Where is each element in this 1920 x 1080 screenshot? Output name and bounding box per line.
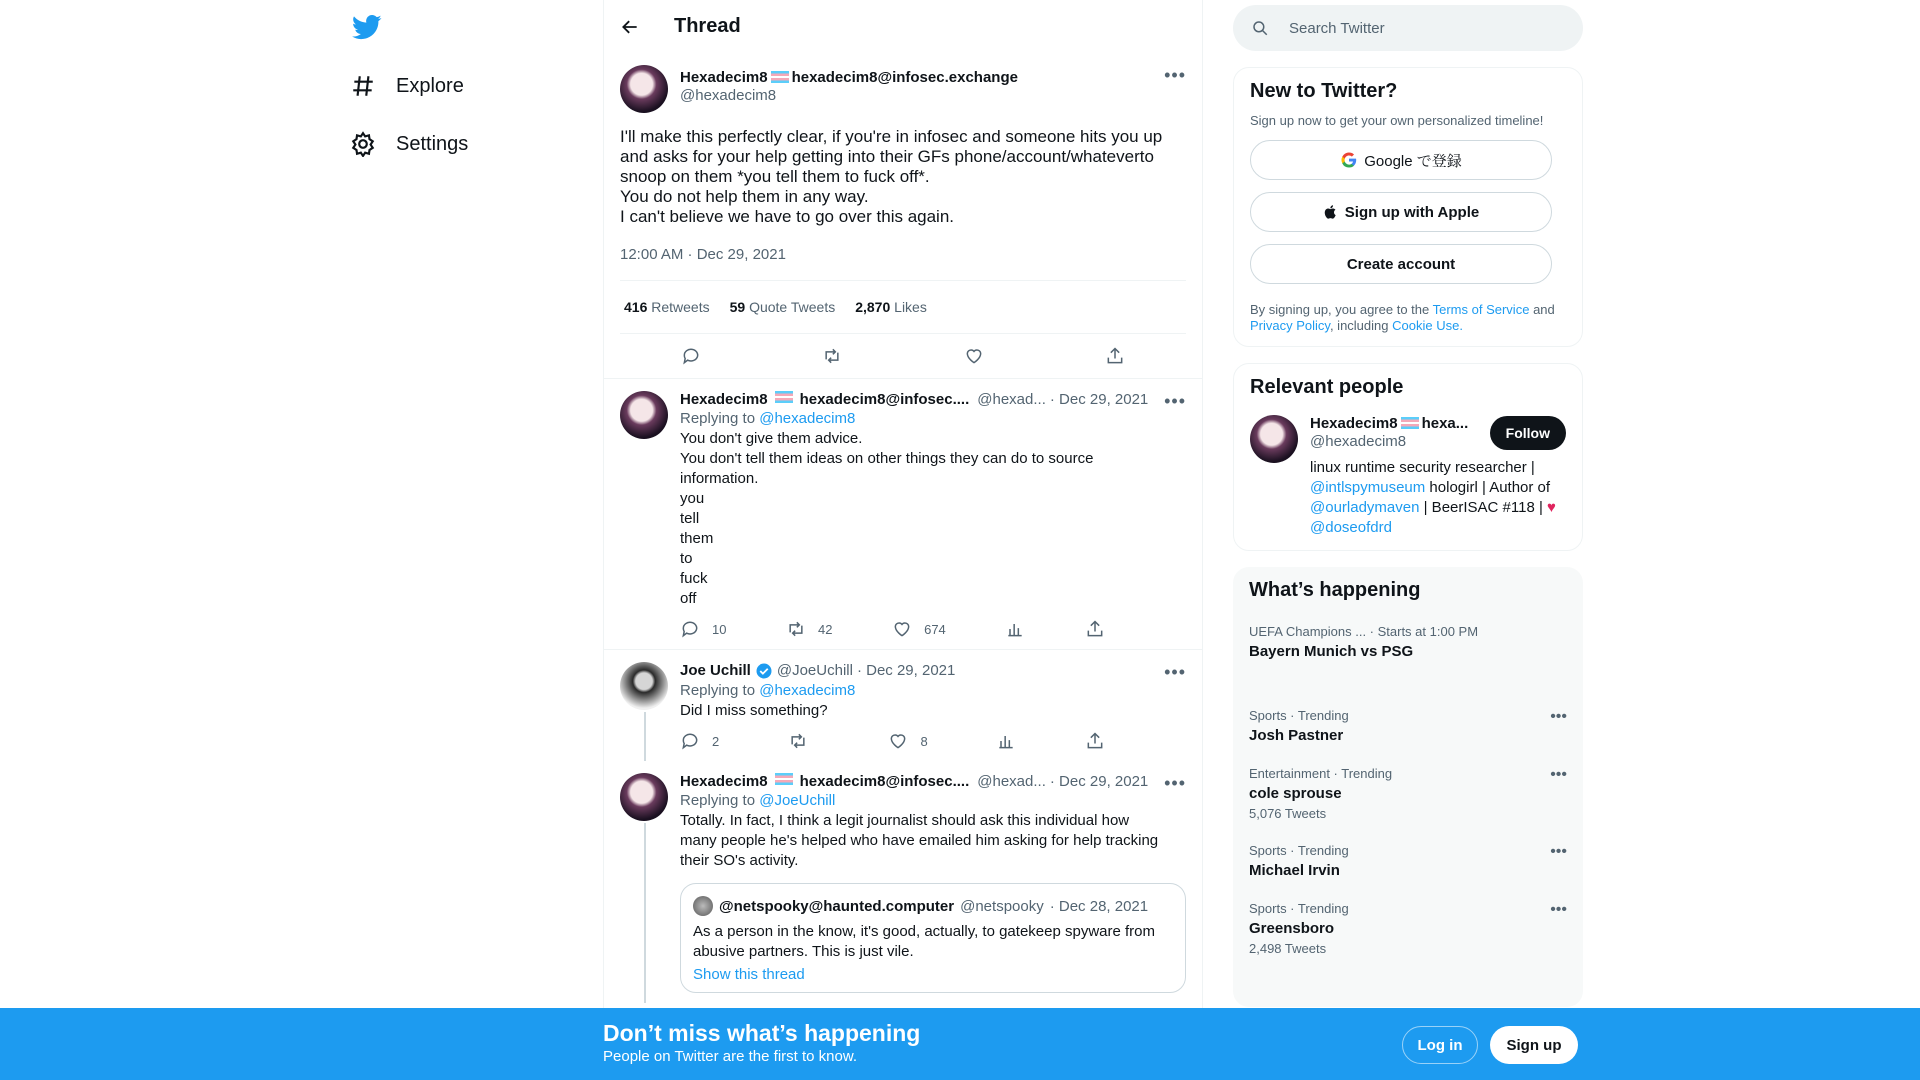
replying-to-prefix: Replying to — [680, 792, 756, 809]
right-sidebar — [1233, 0, 1583, 1007]
trend-meta: Sports · Trending — [1249, 843, 1349, 858]
trend-count: 5,076 Tweets — [1249, 806, 1327, 821]
author-name[interactable]: Hexadecim8 — [680, 773, 768, 790]
like-count-value: 2,870 — [855, 299, 891, 315]
trend-meta: UEFA Champions ... · Starts at 1:00 PM — [1249, 624, 1479, 639]
bio-mention-link[interactable]: @doseofdrd — [1310, 519, 1392, 536]
main-tweet — [604, 53, 1202, 379]
trend-item[interactable] — [1249, 624, 1567, 660]
search-icon — [1251, 19, 1269, 37]
relevant-person[interactable] — [1250, 415, 1566, 538]
reply-button[interactable] — [680, 731, 719, 751]
like-icon[interactable] — [964, 346, 984, 366]
google-signup-button[interactable] — [1250, 140, 1552, 180]
cookie-link[interactable]: Cookie Use. — [1392, 318, 1463, 333]
trans-flag-icon — [775, 773, 793, 785]
reply-tweet[interactable] — [604, 650, 1202, 761]
share-icon — [1085, 731, 1105, 751]
analytics-button[interactable] — [996, 731, 1016, 751]
quoted-tweet-text: As a person in the know, it's good, actually, to gatekeep spyware from abusive partners. This is just vile. — [693, 923, 1156, 960]
terms-and: and — [1533, 302, 1555, 317]
like-count: 674 — [924, 621, 946, 637]
nav-explore[interactable] — [350, 73, 464, 99]
terms-link[interactable]: Terms of Service — [1432, 302, 1530, 317]
apple-signup-button[interactable] — [1250, 192, 1552, 232]
tweet-actions — [680, 619, 1105, 639]
like-icon — [888, 731, 908, 751]
trans-flag-icon — [775, 391, 793, 403]
retweet-count-value: 416 — [624, 299, 648, 315]
bio-text: linux runtime security researcher | — [1310, 459, 1535, 476]
reply-button[interactable] — [680, 619, 726, 639]
search-input[interactable]: Search Twitter — [1289, 19, 1385, 37]
tweet-actions — [680, 731, 1105, 751]
person-bio — [1310, 458, 1566, 538]
reply-count: 2 — [712, 733, 720, 749]
avatar[interactable] — [1250, 415, 1298, 463]
avatar[interactable] — [620, 773, 668, 821]
relevant-people-card — [1233, 363, 1583, 551]
tweet-text: Did I miss something? — [680, 702, 828, 719]
thread-connector — [644, 712, 646, 761]
reply-icon[interactable] — [681, 346, 701, 366]
reply-header — [680, 773, 1186, 793]
trend-item[interactable] — [1249, 901, 1567, 956]
author-name-suffix[interactable]: hexadecim8@infosec.... — [799, 391, 970, 408]
reply-icon — [680, 619, 700, 639]
more-options-icon[interactable]: ••• — [1164, 662, 1186, 682]
share-icon[interactable] — [1105, 346, 1125, 366]
avatar — [693, 896, 713, 916]
tweet-text: You don't give them advice. You don't tell them ideas on other things they can do to source information. you tell them to fuck off — [680, 430, 1094, 607]
trend-name: Michael Irvin — [1249, 862, 1340, 879]
share-button[interactable] — [1085, 731, 1105, 751]
page-title: Thread — [674, 15, 741, 37]
create-account-label: Create account — [1346, 255, 1456, 273]
search-box[interactable] — [1233, 5, 1583, 51]
author-name-suffix[interactable]: hexadecim8@infosec.... — [799, 773, 970, 790]
replying-to — [680, 792, 1186, 809]
replying-to — [680, 682, 1186, 699]
quoted-tweet-header — [693, 896, 1173, 916]
trend-item[interactable] — [1249, 843, 1567, 879]
more-options-icon[interactable]: ••• — [1164, 65, 1186, 85]
more-options-icon[interactable]: ••• — [1164, 391, 1186, 411]
tweet-text: Totally. In fact, I think a legit journalist should ask this individual how many people he's helped who have emailed him asking for help tracking their SO's activity. — [680, 812, 1159, 869]
like-count-label: Likes — [894, 299, 927, 315]
trend-name: Bayern Munich vs PSG — [1249, 643, 1414, 660]
twitter-logo-icon[interactable] — [352, 12, 382, 42]
analytics-icon — [1005, 619, 1025, 639]
more-options-icon[interactable]: ••• — [1550, 901, 1567, 918]
banner-title: Don’t miss what’s happening — [603, 1020, 921, 1046]
terms-text — [1250, 302, 1566, 334]
terms-prefix: By signing up, you agree to the — [1250, 302, 1430, 317]
retweet-icon — [788, 731, 808, 751]
nav-settings[interactable] — [350, 131, 468, 157]
trans-flag-icon — [771, 71, 789, 83]
author-name[interactable]: Hexadecim8 — [680, 391, 768, 408]
avatar[interactable] — [620, 391, 668, 439]
bio-text: | BeerISAC #118 | — [1419, 499, 1543, 516]
google-signup-label: Google で登録 — [1364, 152, 1462, 170]
author-name[interactable]: Joe Uchill — [680, 662, 751, 679]
replying-to-link[interactable]: @hexadecim8 — [759, 410, 856, 427]
banner-subtitle: People on Twitter are the first to know. — [603, 1048, 858, 1065]
author-handle[interactable]: @hexadecim8 — [680, 87, 777, 104]
retweet-count-label: Retweets — [651, 299, 710, 315]
tweet-actions — [604, 334, 1202, 379]
person-handle[interactable]: @hexadecim8 — [1310, 433, 1407, 450]
nav-explore-label: Explore — [396, 74, 464, 97]
retweet-button[interactable] — [786, 619, 832, 639]
avatar[interactable] — [620, 65, 668, 113]
verified-badge-icon — [755, 662, 773, 680]
reply-tweet[interactable] — [604, 379, 1202, 650]
apple-signup-label: Sign up with Apple — [1344, 203, 1480, 221]
google-icon — [1340, 151, 1358, 169]
quoted-author-handle: @netspooky — [960, 897, 1044, 915]
gear-icon — [350, 131, 376, 157]
like-count[interactable] — [855, 299, 927, 315]
card-title: New to Twitter? — [1250, 80, 1398, 102]
replying-to-link[interactable]: @hexadecim8 — [759, 682, 856, 699]
share-button[interactable] — [1085, 619, 1105, 639]
avatar[interactable] — [620, 662, 668, 710]
tweet-date[interactable]: · Dec 29, 2021 — [1049, 773, 1149, 790]
trend-item[interactable] — [1249, 766, 1567, 821]
reply-header — [680, 662, 1186, 680]
more-options-icon[interactable]: ••• — [1550, 766, 1567, 783]
nav-settings-label: Settings — [396, 132, 469, 155]
trend-count: 2,498 Tweets — [1249, 941, 1327, 956]
follow-button[interactable]: Follow — [1490, 416, 1566, 450]
retweet-count: 42 — [818, 621, 833, 637]
tweet-date[interactable]: · Dec 29, 2021 — [856, 662, 956, 679]
bio-text: hologirl | Author of — [1425, 479, 1551, 496]
share-icon — [1085, 619, 1105, 639]
tweet-text: I'll make this perfectly clear, if you're in infosec and someone hits you up and asks for your help getting into their GFs phone/account/whateverto snoop on them *you tell them to fuck off*. You do not help them in any way. I can't believe we have to go over this again. — [620, 127, 1163, 226]
whats-happening-card — [1233, 567, 1583, 1007]
reply-icon — [680, 731, 700, 751]
more-options-icon[interactable]: ••• — [1550, 708, 1567, 725]
analytics-icon — [996, 731, 1016, 751]
tweet-date[interactable]: · Dec 29, 2021 — [1049, 391, 1149, 408]
privacy-link[interactable]: Privacy Policy — [1250, 318, 1330, 333]
tweet-stats — [620, 281, 1186, 334]
card-title: Relevant people — [1250, 376, 1404, 398]
trend-meta: Entertainment · Trending — [1249, 766, 1393, 781]
login-button[interactable]: Log in — [1402, 1026, 1478, 1064]
main-tweet-header — [620, 65, 1186, 113]
back-arrow-icon[interactable] — [620, 17, 640, 37]
reply-tweet[interactable] — [604, 761, 1202, 1003]
quote-count-label: Quote Tweets — [749, 299, 836, 315]
bio-mention-link[interactable]: @ourladymaven — [1310, 499, 1420, 516]
quote-count[interactable] — [730, 299, 836, 315]
analytics-button[interactable] — [1005, 619, 1025, 639]
reply-header — [680, 391, 1186, 411]
create-account-button[interactable] — [1250, 244, 1552, 284]
more-options-icon[interactable]: ••• — [1164, 773, 1186, 793]
replying-to-prefix: Replying to — [680, 410, 756, 427]
new-to-twitter-card — [1233, 67, 1583, 347]
author-handle[interactable]: @hexad... — [977, 773, 1046, 790]
quote-count-value: 59 — [729, 299, 746, 315]
thread-connector — [644, 823, 646, 1003]
trend-item[interactable] — [1249, 708, 1567, 744]
replying-to-prefix: Replying to — [680, 682, 756, 699]
signup-button[interactable]: Sign up — [1490, 1026, 1578, 1064]
retweet-icon[interactable] — [822, 346, 842, 366]
quoted-author-name: @netspooky@haunted.computer — [719, 897, 955, 915]
author-handle[interactable]: @hexad... — [977, 391, 1046, 408]
author-name[interactable]: Hexadecim8 — [680, 69, 768, 86]
reply-count: 10 — [712, 621, 727, 637]
like-icon — [892, 619, 912, 639]
retweet-count[interactable] — [624, 299, 710, 315]
thread-header — [604, 0, 1202, 53]
trend-meta: Sports · Trending — [1249, 708, 1349, 723]
replying-to-link[interactable]: @JoeUchill — [759, 792, 836, 809]
trans-flag-icon — [1401, 417, 1419, 429]
trend-name: cole sprouse — [1249, 785, 1342, 802]
person-name-suffix[interactable]: hexa... — [1421, 415, 1469, 432]
like-button[interactable] — [892, 619, 946, 639]
show-thread-link[interactable]: Show this thread — [693, 966, 805, 983]
signup-banner — [0, 1008, 1920, 1080]
person-name[interactable]: Hexadecim8 — [1310, 415, 1398, 432]
tweet-timestamp[interactable]: 12:00 AM · Dec 29, 2021 — [620, 246, 1186, 281]
quoted-tweet-date: · Dec 28, 2021 — [1049, 897, 1149, 915]
like-count: 8 — [920, 733, 928, 749]
main-column — [603, 0, 1203, 1080]
heart-emoji-icon: ♥ — [1547, 499, 1556, 516]
replying-to — [680, 410, 1186, 427]
author-name-suffix[interactable]: hexadecim8@infosec.exchange — [791, 69, 1018, 86]
card-subtitle: Sign up now to get your own personalized timeline! — [1250, 113, 1544, 128]
bio-mention-link[interactable]: @intlspymuseum — [1310, 479, 1426, 496]
trend-name: Greensboro — [1249, 920, 1335, 937]
author-handle[interactable]: @JoeUchill — [776, 662, 853, 679]
more-options-icon[interactable]: ••• — [1550, 843, 1567, 860]
trend-meta: Sports · Trending — [1249, 901, 1349, 916]
terms-including: , including — [1329, 318, 1389, 333]
retweet-button[interactable] — [788, 731, 820, 751]
trend-name: Josh Pastner — [1249, 727, 1344, 744]
card-title: What’s happening — [1249, 579, 1421, 601]
quoted-tweet[interactable] — [680, 883, 1186, 993]
retweet-icon — [786, 619, 806, 639]
apple-icon — [1323, 203, 1339, 221]
like-button[interactable] — [888, 731, 927, 751]
hashtag-icon — [350, 73, 376, 99]
